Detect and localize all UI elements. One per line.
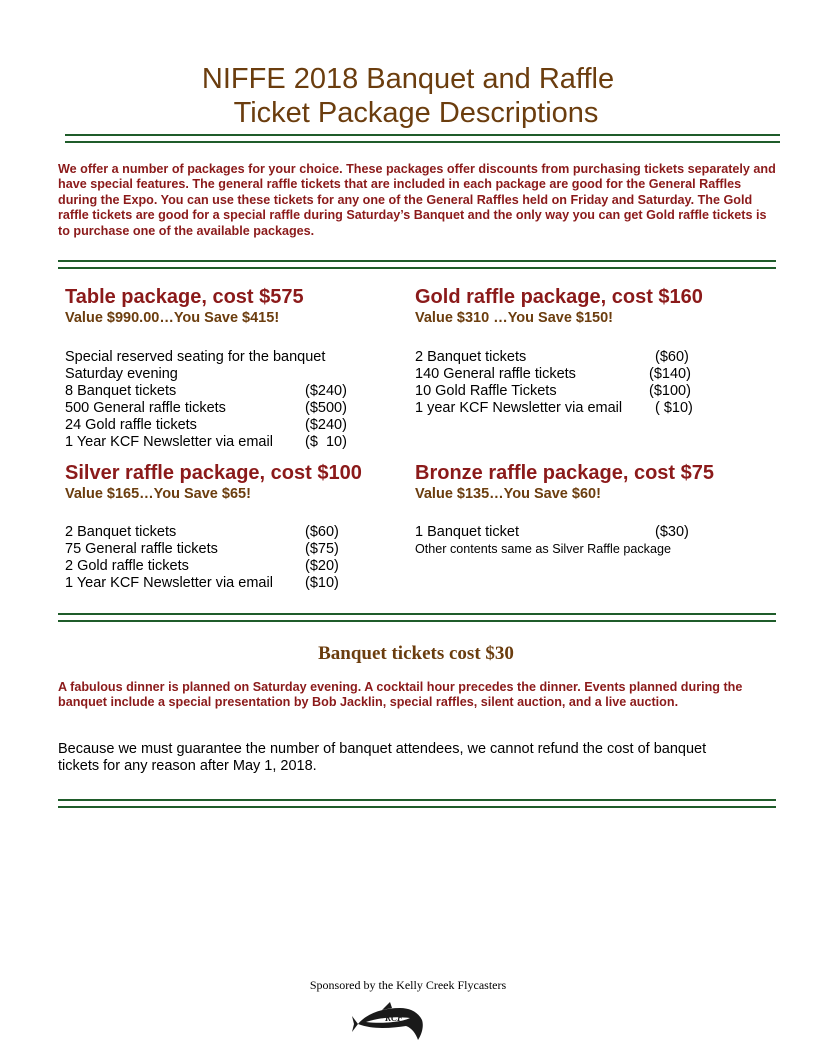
page-title-line-2: Ticket Package Descriptions	[233, 97, 599, 129]
list-item: 1 year KCF Newsletter via email ( $10)	[415, 400, 693, 416]
list-item: 2 Gold raffle tickets ($20)	[65, 558, 339, 574]
list-item: 500 General raffle tickets ($500)	[65, 400, 347, 416]
table-package-seating: Special reserved seating for the banquet	[65, 349, 326, 365]
silver-package	[65, 461, 362, 592]
list-item: 2 Banquet tickets ($60)	[65, 524, 339, 540]
bronze-package-value: Value $135…You Save $60!	[415, 486, 601, 502]
list-item: 75 General raffle tickets ($75)	[65, 541, 339, 557]
list-item: 1 Year KCF Newsletter via email ($10)	[65, 575, 339, 591]
list-item: 24 Gold raffle tickets ($240)	[65, 417, 347, 433]
list-item: 8 Banquet tickets ($240)	[65, 383, 347, 399]
title-divider	[65, 134, 780, 143]
sponsor-text: Sponsored by the Kelly Creek Flycasters	[309, 978, 507, 992]
table-package-evening: Saturday evening	[65, 366, 178, 382]
gold-package	[415, 285, 703, 417]
silver-package-title: Silver raffle package, cost $100	[65, 462, 362, 484]
banquet-heading: Banquet tickets cost $30	[318, 643, 514, 664]
intro-divider	[58, 260, 776, 269]
banquet-divider	[58, 799, 776, 808]
list-item: 1 Banquet ticket ($30)	[415, 524, 689, 540]
table-package	[65, 285, 347, 451]
table-package-value: Value $990.00…You Save $415!	[65, 310, 280, 326]
bronze-package-note: Other contents same as Silver Raffle package	[415, 542, 671, 556]
bronze-package-title: Bronze raffle package, cost $75	[415, 462, 715, 484]
page-title-line-1: NIFFE 2018 Banquet and Raffle	[201, 63, 615, 95]
list-item: 1 Year KCF Newsletter via email ($ 10)	[65, 434, 347, 450]
gold-package-title: Gold raffle package, cost $160	[415, 286, 703, 308]
banquet-details: A fabulous dinner is planned on Saturday evening. A cocktail hour precedes the dinner. Events planned during the banquet include a special presentation by Bob Jacklin, special raffles, silent auction, and a live auction.	[58, 680, 743, 710]
list-item: 10 Gold Raffle Tickets ($100)	[415, 383, 691, 399]
list-item: 2 Banquet tickets ($60)	[415, 349, 689, 365]
gold-package-value: Value $310 …You Save $150!	[415, 310, 614, 326]
table-package-title: Table package, cost $575	[65, 286, 304, 308]
packages-divider	[58, 613, 776, 622]
list-item: 140 General raffle tickets ($140)	[415, 366, 691, 382]
kcf-fish-logo	[352, 994, 428, 1044]
bronze-package	[415, 461, 714, 558]
silver-package-value: Value $165…You Save $65!	[65, 486, 251, 502]
refund-policy: Because we must guarantee the number of banquet attendees, we cannot refund the cost of banquet tickets for any reason after May 1, 2018.	[58, 741, 707, 774]
intro-paragraph: We offer a number of packages for your choice. These packages offer discounts from purchasing tickets separately and have special features. The general raffle tickets that are included in each package are good for the General Raffles during the Expo. You can use these tickets for any one of the General Raffles held on Friday and Saturday. The Gold raffle tickets are good for a special raffle during Saturday’s Banquet and the only way you can get Gold raffle tickets is to purchase one of the available packages.	[58, 162, 776, 238]
kcf-logo-text: KCF	[384, 1013, 404, 1023]
